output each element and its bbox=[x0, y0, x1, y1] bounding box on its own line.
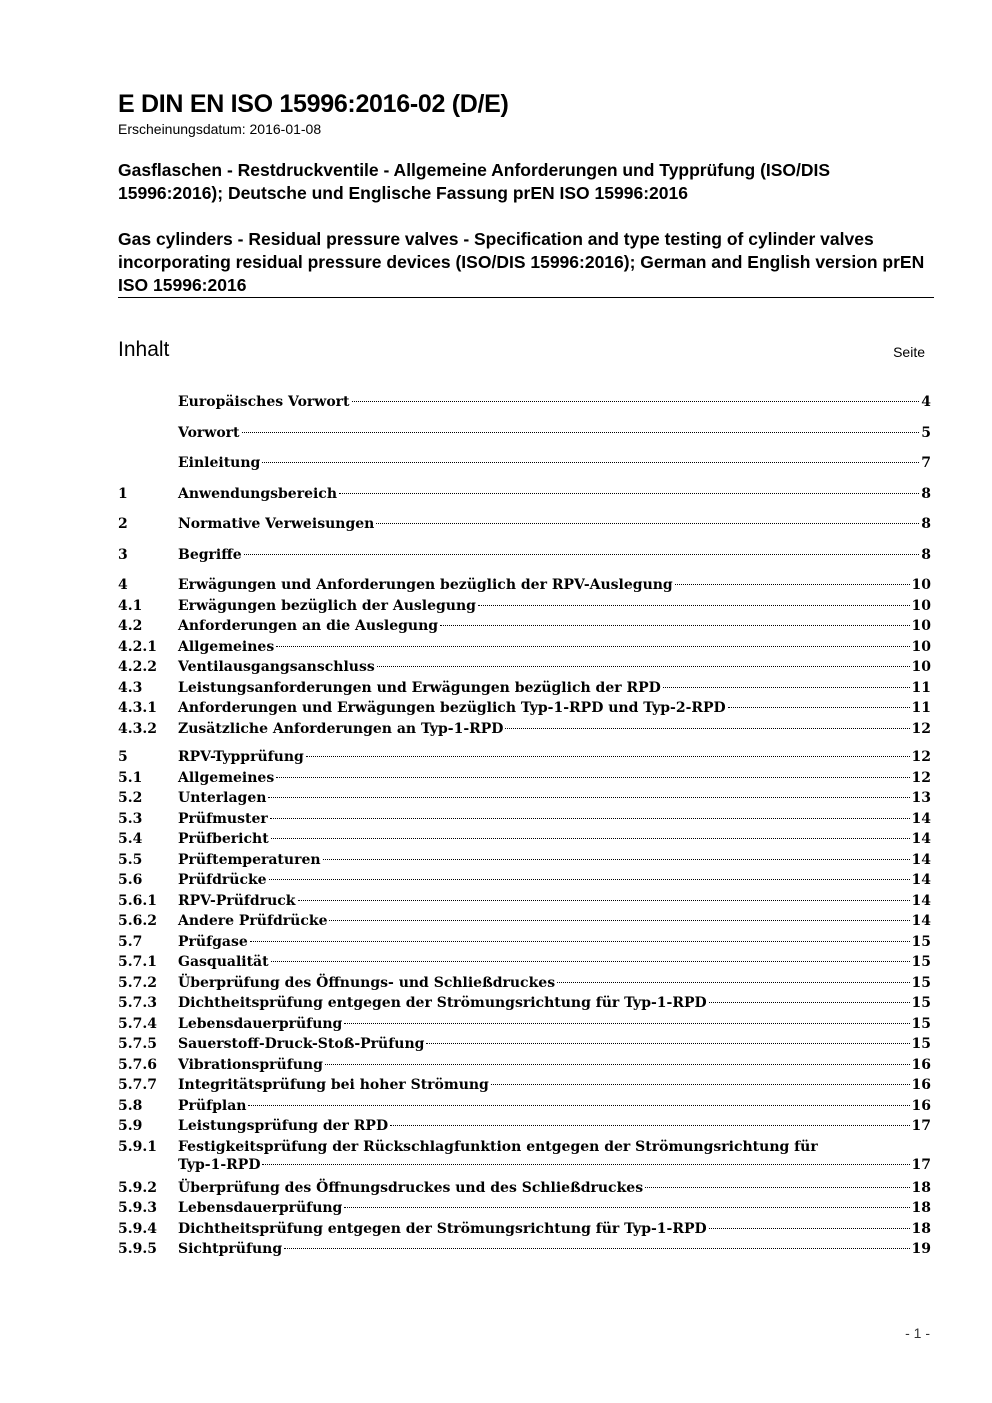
toc-entry[interactable] bbox=[118, 1241, 931, 1257]
toc-entry-page: 15 bbox=[911, 954, 931, 970]
toc-entry-title: Anforderungen an die Auslegung bbox=[178, 618, 439, 634]
toc-entry-title: Erwägungen bezüglich der Auslegung bbox=[178, 597, 476, 614]
toc-entry-number: 5.9 bbox=[118, 1118, 143, 1134]
toc-entry-title: Allgemeines bbox=[178, 638, 275, 655]
toc-entry-page: 7 bbox=[921, 455, 931, 471]
toc-entry-number: 4.2.1 bbox=[118, 638, 157, 655]
toc-entry-page: 18 bbox=[911, 1179, 931, 1196]
toc-dot-leader bbox=[262, 1164, 909, 1165]
toc-dot-leader bbox=[440, 625, 909, 626]
toc-dot-leader bbox=[306, 756, 910, 757]
toc-entry-title: Einleitung bbox=[178, 455, 261, 471]
title-german: Gasflaschen - Restdruckventile - Allgemeine Anforderungen und Typprüfung (ISO/DIS 15996:2016); Deutsche und Englische Fassung prEN ISO 15996:2016 bbox=[118, 160, 831, 203]
toc-entry[interactable] bbox=[118, 770, 931, 786]
toc-dot-leader bbox=[557, 982, 909, 983]
toc-entry-title: Prüfdrücke bbox=[178, 872, 267, 888]
document-id-title: E DIN EN ISO 15996:2016-02 (D/E) bbox=[118, 90, 509, 118]
toc-entry-page: 14 bbox=[911, 810, 931, 827]
toc-entry[interactable] bbox=[118, 1057, 931, 1073]
toc-entry-page: 12 bbox=[911, 769, 931, 786]
toc-entry-number: 5.7.5 bbox=[118, 1036, 157, 1052]
toc-dot-leader bbox=[262, 462, 919, 463]
toc-entry-number: 5.9.4 bbox=[118, 1220, 157, 1237]
toc-entry-page: 19 bbox=[911, 1241, 931, 1257]
toc-dot-leader bbox=[270, 818, 910, 819]
toc-dot-leader bbox=[284, 1248, 909, 1249]
toc-entry[interactable] bbox=[118, 893, 931, 909]
toc-dot-leader bbox=[709, 1002, 910, 1003]
toc-dot-leader bbox=[323, 859, 910, 860]
toc-entry[interactable] bbox=[118, 872, 931, 888]
toc-dot-leader bbox=[248, 1105, 909, 1106]
toc-entry-title: Gasqualität bbox=[178, 954, 269, 970]
toc-entry[interactable] bbox=[118, 618, 931, 634]
toc-entry-page: 15 bbox=[911, 995, 931, 1011]
toc-entry[interactable] bbox=[118, 425, 931, 441]
toc-entry-title-continuation: Typ-1-RPD bbox=[178, 1156, 261, 1173]
toc-entry-page: 11 bbox=[911, 700, 931, 716]
toc-entry-page: 18 bbox=[911, 1200, 931, 1216]
toc-entry-title: Sauerstoff-Druck-Stoß-Prüfung bbox=[178, 1036, 425, 1052]
toc-entry-title: Europäisches Vorwort bbox=[178, 394, 350, 410]
toc-dot-leader bbox=[271, 838, 910, 839]
toc-dot-leader bbox=[675, 584, 910, 585]
toc-entry-page: 10 bbox=[911, 638, 931, 655]
toc-entry-title: Leistungsanforderungen und Erwägungen bezüglich der RPD bbox=[178, 679, 661, 696]
toc-dot-leader bbox=[728, 707, 910, 708]
toc-entry-page: 17 bbox=[911, 1118, 931, 1134]
toc-entry-title: Zusätzliche Anforderungen an Typ-1-RPD bbox=[178, 720, 504, 737]
toc-entry[interactable] bbox=[118, 700, 931, 716]
toc-entry-number: 5.9.5 bbox=[118, 1241, 157, 1257]
toc-heading: Inhalt bbox=[118, 338, 170, 361]
toc-entry-number: 4.1 bbox=[118, 597, 143, 614]
toc-entry[interactable] bbox=[118, 1180, 931, 1196]
toc-entry[interactable] bbox=[118, 749, 931, 765]
toc-entry[interactable] bbox=[118, 975, 931, 991]
toc-entry-number: 5.6 bbox=[118, 872, 143, 888]
toc-entry-page: 15 bbox=[911, 1015, 931, 1032]
toc-dot-leader bbox=[244, 554, 920, 555]
toc-entry-title: Prüfmuster bbox=[178, 810, 268, 827]
toc-dot-leader bbox=[377, 666, 910, 667]
toc-dot-leader bbox=[329, 920, 909, 921]
toc-entry-page: 16 bbox=[911, 1056, 931, 1073]
toc-entry-page: 16 bbox=[911, 1077, 931, 1093]
toc-dot-leader bbox=[271, 961, 910, 962]
toc-entry-title: Sichtprüfung bbox=[178, 1241, 283, 1257]
toc-dot-leader bbox=[250, 941, 910, 942]
toc-entry[interactable] bbox=[118, 1139, 931, 1173]
toc-entry-page: 10 bbox=[911, 577, 931, 593]
toc-entry-title: Dichtheitsprüfung entgegen der Strömungsrichtung für Typ-1-RPD bbox=[178, 1220, 707, 1237]
toc-entry[interactable] bbox=[118, 1036, 931, 1052]
toc-entry[interactable] bbox=[118, 790, 931, 806]
toc-entry-title: Erwägungen und Anforderungen bezüglich der RPV-Auslegung bbox=[178, 577, 673, 593]
toc-entry-page: 10 bbox=[911, 659, 931, 675]
toc-entry[interactable] bbox=[118, 954, 931, 970]
toc-dot-leader bbox=[663, 687, 910, 688]
toc-dot-leader bbox=[352, 401, 920, 402]
toc-entry-title: Normative Verweisungen bbox=[178, 516, 375, 532]
toc-entry-title: Integritätsprüfung bei hoher Strömung bbox=[178, 1077, 489, 1093]
toc-entry-number: 5.1 bbox=[118, 769, 143, 786]
toc-entry[interactable] bbox=[118, 1118, 931, 1134]
toc-dot-leader bbox=[491, 1084, 910, 1085]
toc-entry-number: 4.2 bbox=[118, 618, 143, 634]
toc-dot-leader bbox=[268, 797, 909, 798]
toc-entry-number: 5.7.4 bbox=[118, 1015, 157, 1032]
title-divider bbox=[118, 297, 934, 298]
toc-entry-page: 10 bbox=[911, 618, 931, 634]
toc-entry-number: 5.7.7 bbox=[118, 1077, 157, 1093]
toc-dot-leader bbox=[344, 1207, 909, 1208]
toc-entry-number: 1 bbox=[118, 485, 128, 502]
toc-entry-title: Lebensdauerprüfung bbox=[178, 1200, 343, 1216]
toc-entry-title: Prüfplan bbox=[178, 1097, 247, 1114]
toc-dot-leader bbox=[344, 1023, 909, 1024]
toc-entry-title: Unterlagen bbox=[178, 790, 267, 806]
toc-entry-number: 5.7.3 bbox=[118, 995, 157, 1011]
toc-entry-number: 5.7.2 bbox=[118, 974, 157, 991]
toc-entry-page: 15 bbox=[911, 974, 931, 991]
publication-date: Erscheinungsdatum: 2016-01-08 bbox=[118, 121, 322, 137]
toc-entry-page: 8 bbox=[921, 485, 931, 502]
toc-entry[interactable] bbox=[118, 831, 931, 847]
toc-entry[interactable] bbox=[118, 995, 931, 1011]
toc-entry[interactable] bbox=[118, 1077, 931, 1093]
toc-entry-page: 14 bbox=[911, 872, 931, 888]
toc-entry-number: 5.2 bbox=[118, 790, 143, 806]
toc-entry-number: 5.4 bbox=[118, 831, 143, 847]
toc-entry-number: 5.6.1 bbox=[118, 892, 157, 909]
toc-entry[interactable] bbox=[118, 1200, 931, 1216]
toc-entry[interactable] bbox=[118, 394, 931, 410]
toc-entry-number: 5.5 bbox=[118, 851, 143, 868]
toc-entry[interactable] bbox=[118, 486, 931, 502]
toc-entry-number: 5.3 bbox=[118, 810, 143, 827]
toc-entry-page: 8 bbox=[921, 516, 931, 532]
toc-entry-title: Prüftemperaturen bbox=[178, 851, 321, 868]
toc-entry-title: Prüfgase bbox=[178, 933, 248, 950]
toc-entry-number: 5.7 bbox=[118, 933, 143, 950]
toc-dot-leader bbox=[426, 1043, 909, 1044]
toc-entry-number: 5.9.1 bbox=[118, 1138, 157, 1155]
toc-entry[interactable] bbox=[118, 913, 931, 929]
toc-entry-number: 5 bbox=[118, 749, 128, 765]
toc-entry-title: Andere Prüfdrücke bbox=[178, 913, 328, 929]
toc-entry[interactable] bbox=[118, 547, 931, 563]
toc-entry-page: 8 bbox=[921, 546, 931, 563]
toc-entry-number: 4.3 bbox=[118, 679, 143, 696]
toc-entry[interactable] bbox=[118, 852, 931, 868]
toc-entry-page: 12 bbox=[911, 749, 931, 765]
toc-entry[interactable] bbox=[118, 721, 931, 737]
toc-entry[interactable] bbox=[118, 598, 931, 614]
toc-entry-number: 5.7.6 bbox=[118, 1056, 157, 1073]
toc-entry-title: Vibrationsprüfung bbox=[178, 1056, 323, 1073]
toc-entry-number: 3 bbox=[118, 546, 128, 563]
toc-entry-page: 18 bbox=[911, 1220, 931, 1237]
toc-dot-leader bbox=[376, 523, 919, 524]
toc-entry-number: 4 bbox=[118, 577, 128, 593]
toc-entry-title: Begriffe bbox=[178, 546, 242, 563]
toc-dot-leader bbox=[269, 879, 910, 880]
toc-dot-leader bbox=[298, 900, 910, 901]
toc-entry-number: 2 bbox=[118, 516, 128, 532]
toc-entry-title: Vorwort bbox=[178, 424, 240, 441]
toc-entry-title: Anwendungsbereich bbox=[178, 485, 337, 502]
toc-entry[interactable] bbox=[118, 639, 931, 655]
toc-entry-title: RPV-Typprüfung bbox=[178, 749, 304, 765]
toc-entry-page: 5 bbox=[921, 424, 931, 441]
toc-dot-leader bbox=[478, 605, 910, 606]
toc-entry-title: Festigkeitsprüfung der Rückschlagfunktion entgegen der Strömungsrichtung für bbox=[178, 1138, 818, 1155]
toc-entry[interactable] bbox=[118, 811, 931, 827]
toc-entry-title: Prüfbericht bbox=[178, 831, 269, 847]
toc-entry-title: Überprüfung des Öffnungs- und Schließdruckes bbox=[178, 974, 556, 991]
toc-entry-number: 5.7.1 bbox=[118, 954, 157, 970]
toc-entry-title: Anforderungen und Erwägungen bezüglich Typ-1-RPD und Typ-2-RPD bbox=[178, 700, 726, 716]
toc-entry-title: Allgemeines bbox=[178, 769, 275, 786]
toc-page-column-label: Seite bbox=[893, 344, 925, 360]
toc-entry-page: 11 bbox=[911, 679, 931, 696]
toc-entry[interactable] bbox=[118, 659, 931, 675]
toc-dot-leader bbox=[339, 493, 919, 494]
toc-dot-leader bbox=[276, 777, 909, 778]
toc-entry-title: Leistungsprüfung der RPD bbox=[178, 1118, 389, 1134]
toc-entry-number: 4.3.1 bbox=[118, 700, 157, 716]
toc-entry-page: 14 bbox=[911, 831, 931, 847]
toc-entry-page: 14 bbox=[911, 913, 931, 929]
toc-entry-title: Dichtheitsprüfung entgegen der Strömungsrichtung für Typ-1-RPD bbox=[178, 995, 707, 1011]
toc-entry-page: 10 bbox=[911, 597, 931, 614]
toc-entry-number: 5.6.2 bbox=[118, 913, 157, 929]
toc-entry[interactable] bbox=[118, 1016, 931, 1032]
toc-entry-title: Ventilausgangsanschluss bbox=[178, 659, 375, 675]
page-number: - 1 - bbox=[905, 1325, 930, 1341]
toc-entry-page: 14 bbox=[911, 892, 931, 909]
toc-entry-number: 5.8 bbox=[118, 1097, 143, 1114]
toc-entry[interactable] bbox=[118, 680, 931, 696]
toc-dot-leader bbox=[645, 1187, 909, 1188]
title-english: Gas cylinders - Residual pressure valves - Specification and type testing of cylinder valves incorporating residual pressure devices (ISO/DIS 15996:2016); German and English version prEN ISO 15996:2016 bbox=[118, 229, 925, 295]
toc-entry[interactable] bbox=[118, 1098, 931, 1114]
toc-dot-leader bbox=[276, 646, 909, 647]
toc-entry-page: 15 bbox=[911, 1036, 931, 1052]
toc-dot-leader bbox=[505, 728, 909, 729]
toc-entry-number: 4.2.2 bbox=[118, 659, 157, 675]
toc-entry[interactable] bbox=[118, 455, 931, 471]
toc-entry[interactable] bbox=[118, 1221, 931, 1237]
toc-dot-leader bbox=[242, 432, 920, 433]
toc-entry-number: 5.9.3 bbox=[118, 1200, 157, 1216]
toc-entry-number: 4.3.2 bbox=[118, 720, 157, 737]
toc-entry[interactable] bbox=[118, 934, 931, 950]
toc-entry[interactable] bbox=[118, 577, 931, 593]
toc-entry-page: 4 bbox=[921, 394, 931, 410]
toc-entry-title: RPV-Prüfdruck bbox=[178, 892, 296, 909]
toc-entry-page: 13 bbox=[911, 790, 931, 806]
toc-entry-title: Lebensdauerprüfung bbox=[178, 1015, 343, 1032]
toc-entry-page: 15 bbox=[911, 933, 931, 950]
toc-entry-title: Überprüfung des Öffnungsdruckes und des Schließdruckes bbox=[178, 1179, 644, 1196]
toc-dot-leader bbox=[709, 1228, 910, 1229]
toc-dot-leader bbox=[325, 1064, 910, 1065]
toc-dot-leader bbox=[390, 1125, 909, 1126]
toc-entry-page: 14 bbox=[911, 851, 931, 868]
toc-entry[interactable] bbox=[118, 516, 931, 532]
toc-entry-page: 17 bbox=[911, 1156, 931, 1173]
toc-entry-number: 5.9.2 bbox=[118, 1179, 157, 1196]
toc-entry-page: 12 bbox=[911, 720, 931, 737]
toc-entry-page: 16 bbox=[911, 1097, 931, 1114]
